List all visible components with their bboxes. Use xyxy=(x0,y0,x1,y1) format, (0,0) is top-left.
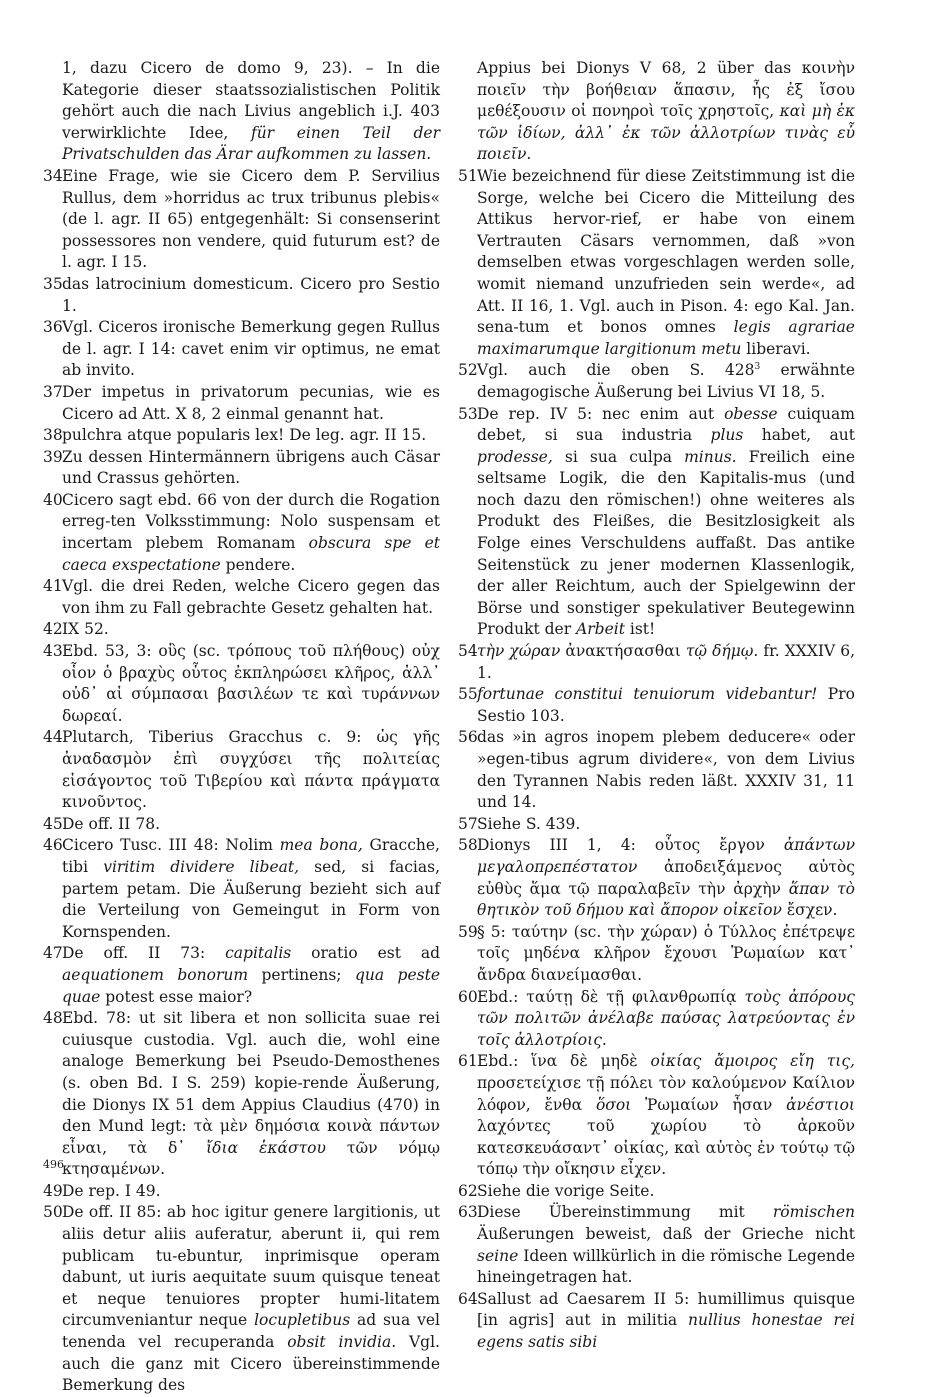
footnote-text: Cicero Tusc. III 48: Nolim mea bona, Gracche, tibi viritim dividere libeat, sed, si facias, partem petam. Die Äußerung bezieht sich auf die Verteilung von Gemeingut in Form von Kornspenden. xyxy=(62,836,440,941)
footnote-number: 53 xyxy=(458,404,478,423)
footnote-number: 50 xyxy=(43,1203,63,1222)
footnote-number: 64 xyxy=(458,1289,478,1308)
footnote-48 xyxy=(43,1008,440,1181)
footnote-text: fortunae constitui tenuiorum videbantur! Pro Sestio 103. xyxy=(477,685,855,725)
footnote-number: 62 xyxy=(458,1181,478,1200)
footnote-continuation xyxy=(458,58,855,166)
footnote-text: Der impetus in privatorum pecunias, wie es Cicero ad Att. X 8, 2 einmal genannt hat. xyxy=(62,382,440,423)
footnote-text: das »in agros inopem plebem deducere« oder »egen-tibus agrum dividere«, von dem Livius den Tyrannen Nabis reden läßt. XXXIV 31, 11 und 14. xyxy=(477,728,855,812)
footnote-34 xyxy=(43,166,440,274)
footnote-text: IX 52. xyxy=(62,620,109,639)
footnote-text: Zu dessen Hintermännern übrigens auch Cäsar und Crassus gehörten. xyxy=(62,447,440,488)
footnote-62 xyxy=(458,1181,855,1203)
footnote-number: 39 xyxy=(43,447,63,466)
footnote-35 xyxy=(43,274,440,317)
footnote-36 xyxy=(43,317,440,382)
footnote-text: τὴν χώραν ἀνακτήσασθαι τῷ δήμῳ. fr. XXXIV 6, 1. xyxy=(477,642,855,682)
footnote-text: Appius bei Dionys V 68, 2 über das κοινὴν ποιεῖν τὴν βοήθειαν ἅπασιν, ἧς ἐξ ἴσου μεθέξουσιν οἱ πονηροὶ τοῖς χρηστοῖς, καὶ μὴ ἐκ τῶν ἰδίων, ἀλλ᾽ ἐκ τῶν ἀλλοτρίων τινὰς εὖ ποιεῖν. xyxy=(477,59,855,164)
footnote-number: 55 xyxy=(458,685,478,704)
footnote-37 xyxy=(43,382,440,425)
footnote-49 xyxy=(43,1181,440,1203)
footnote-number: 47 xyxy=(43,944,63,963)
footnote-number: 36 xyxy=(43,318,63,337)
footnote-text: Ebd. 53, 3: οὓς (sc. τρόπους τοῦ πλήθους) οὐχ οἷον ὁ βραχὺς οὗτος ἐκπληρώσει κλῆρος, ἀλλ᾽ οὐδ᾽ αἱ σύμπασαι βασιλέων τε καὶ τυράννων δωρεαί. xyxy=(62,642,440,725)
footnote-64 xyxy=(458,1289,855,1354)
page-number: 496 xyxy=(43,1158,64,1171)
footnote-text: Ebd. 78: ut sit libera et non sollicita suae rei cuiusque custodia. Vgl. auch die, wohl eine analoge Bemerkung bei Pseudo-Demosthenes (s. oben Bd. I S. 259) kopie-rende Äußerung, die Dionys IX 51 dem Appius Claudius (470) in den Mund legt: τὰ μὲν δημόσια κοινὰ πάντων εἶναι, τὰ δ᾽ ἴδια ἑκάστου τῶν νόμῳ κτησαμένων. xyxy=(62,1009,440,1179)
footnote-number: 60 xyxy=(458,987,478,1006)
footnote-text: Siehe S. 439. xyxy=(477,814,581,833)
footnote-59 xyxy=(458,922,855,987)
footnote-number: 34 xyxy=(43,166,63,185)
footnote-text: Diese Übereinstimmung mit römischen Äußerungen beweist, daß der Grieche nicht seine Ideen willkürlich in die römische Legende hineingetragen hat. xyxy=(477,1203,855,1287)
footnote-61 xyxy=(458,1051,855,1181)
footnote-number: 35 xyxy=(43,274,63,293)
footnote-42 xyxy=(43,619,440,641)
footnote-text: De rep. IV 5: nec enim aut obesse cuiquam debet, si sua industria plus habet, aut prodesse, si sua culpa minus. Freilich eine seltsame Logik, die den Kapitalis-mus (und noch dazu den römischen!) ohne weiteres als Produkt des Fleißes, die Besitzlosigkeit als Folge eines Verschuldens auffaßt. Das antike Seitenstück zu jener modernen Klassenlogik, der aller Reichtum, auch der Spielgewinn der Börse und sonstiger spekulativer Beutegewinn Produkt der Arbeit ist! xyxy=(477,404,856,639)
footnote-38 xyxy=(43,425,440,447)
footnote-text: § 5: ταύτην (sc. τὴν χώραν) ὁ Τύλλος ἐπέτρεψε τοῖς μηδένα κλῆρον ἔχουσι Ῥωμαίων κατ᾽ ἄνδρα διανείμασθαι. xyxy=(477,922,855,984)
footnote-number: 56 xyxy=(458,728,478,747)
footnote-46 xyxy=(43,835,440,943)
footnote-number: 41 xyxy=(43,577,63,596)
footnote-continuation xyxy=(43,58,440,166)
footnote-number: 44 xyxy=(43,728,63,747)
footnote-number: 45 xyxy=(43,814,63,833)
footnote-43 xyxy=(43,641,440,727)
footnotes-right-column xyxy=(458,58,855,1354)
footnote-number: 38 xyxy=(43,426,63,445)
footnote-56 xyxy=(458,727,855,813)
footnote-53 xyxy=(458,404,855,642)
footnote-63 xyxy=(458,1202,855,1288)
footnote-number: 40 xyxy=(43,490,63,509)
footnote-text: De rep. I 49. xyxy=(62,1181,161,1200)
footnote-text: Eine Frage, wie sie Cicero dem P. Servilius Rullus, dem »horridus ac trux tribunus plebis« (de l. agr. II 65) entgegenhält: Si consenserint possessores non vendere, quid futurum est? de l. agr. I 15. xyxy=(62,166,440,272)
footnote-text: Ebd.: ἵνα δὲ μηδὲ οἰκίας ἄμοιρος εἴη τις, προσετείχισε τῇ πόλει τὸν καλούμενον Καίλιον λόφον, ἔνθα ὅσοι Ῥωμαίων ἦσαν ἀνέστιοι λαχόντες τοῦ χωρίου τὸ ἀρκοῦν κατεσκευάσαντ᾽ οἰκίας, καὶ αὐτὸς ἐν τούτῳ τῷ τόπῳ τὴν οἴκησιν εἶχεν. xyxy=(477,1052,855,1179)
footnote-text: Vgl. auch die oben S. $428^3$ erwähnte demagogische Äußerung bei Livius VI 18, 5. xyxy=(477,361,856,401)
footnote-text: Plutarch, Tiberius Gracchus c. 9: ὡς γῆς ἀναδασμὸν ἐπὶ συγχύσει τῆς πολιτείας εἰσάγοντος τοῦ Τιβερίου καὶ πάντα πράγματα κινοῦντος. xyxy=(62,728,440,812)
footnote-text: Ebd.: ταύτῃ δὲ τῇ φιλανθρωπίᾳ τοὺς ἀπόρους τῶν πολιτῶν ἀνέλαβε παύσας λατρεύοντας ἐν τοῖς ἀλλοτρίοις. xyxy=(477,987,855,1049)
footnote-54 xyxy=(458,641,855,684)
footnote-50 xyxy=(43,1202,440,1396)
footnotes-left-column xyxy=(43,58,440,1397)
footnote-60 xyxy=(458,987,855,1052)
footnote-text: Wie bezeichnend für diese Zeitstimmung ist die Sorge, welche bei Cicero die Mitteilung des Attikus hervor-rief, er habe von einem Vertrauten Cäsars vernommen, daß »von demselben etwas vorgeschlagen werden solle, womit niemand unzufrieden sein werde«, ad Att. II 16, 1. Vgl. auch in Pison. 4: ego Kal. Jan. sena-tum et bonos omnes legis agrariae maximarumque largitionum metu liberavi. xyxy=(477,166,855,358)
footnote-text: Sallust ad Caesarem II 5: humillimus quisque [in agris] aut in militia nullius honestae rei egens satis sibi xyxy=(477,1289,855,1352)
footnote-text: 1, dazu Cicero de domo 9, 23). – In die Kategorie dieser staatssozialistischen Politik gehört auch die nach Livius angeblich i.J. 403 verwirklichte Idee, für einen Teil der Privatschulden das Ärar aufkommen zu lassen. xyxy=(62,59,440,164)
footnote-47 xyxy=(43,943,440,1008)
footnote-text: De off. II 73: capitalis oratio est ad aequationem bonorum pertinens; qua peste quae potest esse maior? xyxy=(62,944,440,1006)
footnote-number: 54 xyxy=(458,642,478,661)
footnote-text: pulchra atque popularis lex! De leg. agr. II 15. xyxy=(62,426,427,445)
footnote-40 xyxy=(43,490,440,576)
footnote-number: 59 xyxy=(458,922,478,941)
footnote-55 xyxy=(458,684,855,727)
footnote-number: 42 xyxy=(43,620,63,639)
footnote-text: das latrocinium domesticum. Cicero pro Sestio 1. xyxy=(62,274,440,315)
footnote-45 xyxy=(43,814,440,836)
footnote-number: 58 xyxy=(458,836,478,855)
footnote-39 xyxy=(43,447,440,490)
footnote-text: De off. II 78. xyxy=(62,814,160,833)
footnote-44 xyxy=(43,727,440,813)
footnote-52 xyxy=(458,360,855,403)
footnote-text: Dionys III 1, 4: οὗτος ἔργον ἁπάντων μεγαλοπρεπέστατον ἀποδειξάμενος αὐτὸς εὐθὺς ἅμα τῷ παραλαβεῖν τὴν ἀρχὴν ἅπαν τὸ θητικὸν τοῦ δήμου καὶ ἄπορον οἰκεῖον ἔσχεν. xyxy=(477,836,855,920)
footnote-number: 48 xyxy=(43,1009,63,1028)
footnote-number: 57 xyxy=(458,814,478,833)
footnote-58 xyxy=(458,835,855,921)
footnote-41 xyxy=(43,576,440,619)
footnote-text: De off. II 85: ab hoc igitur genere largitionis, ut aliis detur aliis auferatur, aberunt ii, qui rem publicam tu-ebuntur, inprimisque operam dabunt, ut iuris aequitate suum quisque teneat et neque tenuiores propter humi-litatem circumveniantur neque locupletibus ad sua vel tenenda vel recuperanda obsit invidia. Vgl. auch die ganz mit Cicero übereinstimmende Bemerkung des xyxy=(62,1203,440,1395)
footnote-number: 63 xyxy=(458,1203,478,1222)
footnote-51 xyxy=(458,166,855,360)
footnote-number: 46 xyxy=(43,836,63,855)
footnote-number: 52 xyxy=(458,361,478,380)
footnote-number: 37 xyxy=(43,382,63,401)
footnote-text: Siehe die vorige Seite. xyxy=(477,1181,655,1200)
footnote-number: 49 xyxy=(43,1181,63,1200)
footnote-57 xyxy=(458,814,855,836)
footnote-text: Vgl. die drei Reden, welche Cicero gegen das von ihm zu Fall gebrachte Gesetz gehalten hat. xyxy=(62,577,440,617)
footnote-text: Cicero sagt ebd. 66 von der durch die Rogation erreg-ten Volksstimmung: Nolo suspensam et incertam plebem Romanam obscura spe et caeca exspectatione pendere. xyxy=(62,490,441,574)
footnote-number: 43 xyxy=(43,642,63,661)
footnote-text: Vgl. Ciceros ironische Bemerkung gegen Rullus de l. agr. I 14: cavet enim vir optimus, ne emat ab invito. xyxy=(62,318,440,380)
footnote-number: 61 xyxy=(458,1052,478,1071)
footnote-number: 51 xyxy=(458,166,478,185)
